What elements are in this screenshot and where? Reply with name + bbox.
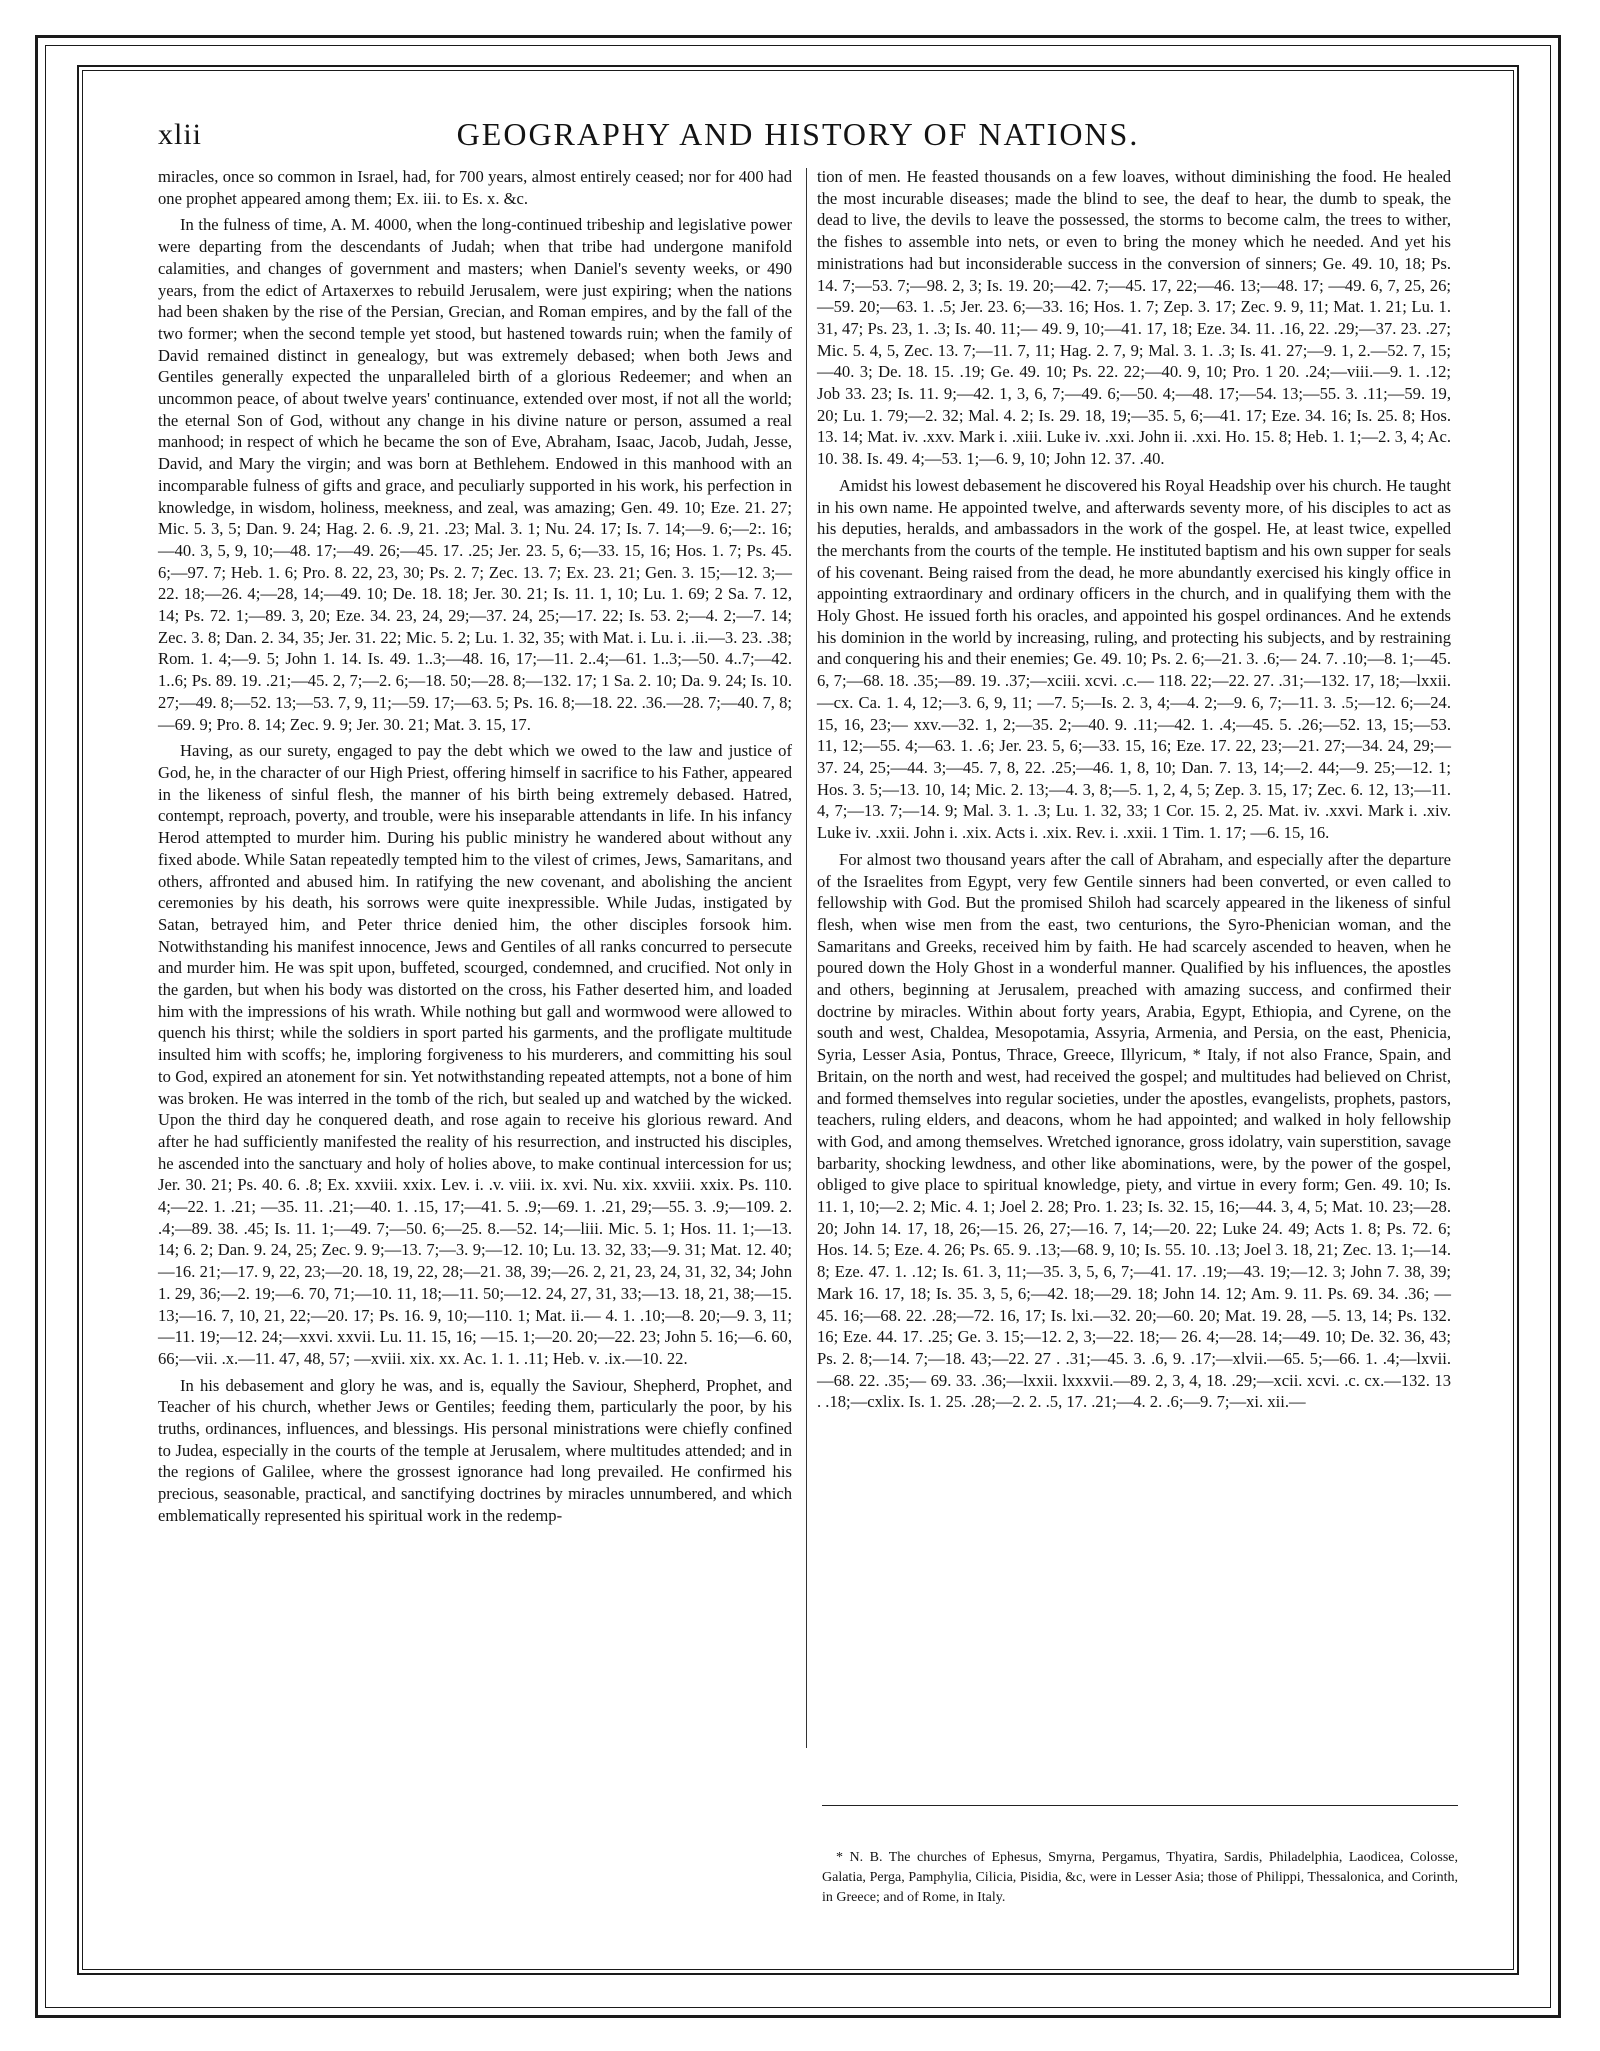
- paragraph: Having, as our surety, engaged to pay the debt which we owed to the law and justice of God, he, in the character of our High Priest, offering himself in sacrifice to his Father, appeared in the likeness of sinful flesh, the manner of his birth being extremely debased. Hatred, contempt, reproach, poverty, and trouble, were his inseparable attendants in life. In his infancy Herod attempted to murder him. During his public ministry he wandered about without any fixed abode. While Satan repeatedly tempted him to the vilest of crimes, Jews, Samaritans, and others, affronted and abused him. In ratifying the new covenant, and abolishing the ancient ceremonies by his death, his sorrows were quite inexpressible. While Judas, instigated by Satan, betrayed him, and Peter thrice denied him, the other disciples forsook him. Notwithstanding his manifest innocence, Jews and Gentiles of all ranks concurred to persecute and murder him. He was spit upon, buffeted, scourged, condemned, and crucified. Not only in the garden, but when his body was distorted on the cross, his Father deserted him, and loaded him with the impressions of his wrath. While nothing but gall and wormwood were allowed to quench his thirst; while the soldiers in sport parted his garments, and the profligate multitude insulted him with scoffs; he, imploring forgiveness to his murderers, and committing his soul to God, expired an atonement for sin. Yet notwithstanding repeated attempts, not a bone of him was broken. He was interred in the tomb of the rich, but sealed up and watched by the wicked. Upon the third day he conquered death, and rose again to receive his glorious reward. And after he had sufficiently manifested the reality of his resurrection, and instructed his disciples, he ascended into the sanctuary and holy of holies above, to make continual intercession for us; Jer. 30. 21; Ps. 40. 6. .8; Ex. xxviii. xxix. Lev. i. .v. viii. ix. xvi. Nu. xix. xxviii. xxix. Ps. 110. 4;—22. 1. .21; —35. 11. .21;—40. 1. .15, 17;—41. 5. .9;—69. 1. .21, 29;—55. 3. .9;—109. 2. .4;—89. 38. .45; Is. 11. 1;—49. 7;—50. 6;—25. 8.—52. 14;—liii. Mic. 5. 1; Hos. 11. 1;—13. 14; 6. 2; Dan. 9. 24, 25; Zec. 9. 9;—13. 7;—3. 9;—12. 10; Lu. 13. 32, 33;—9. 31; Mat. 12. 40;—16. 21;—17. 9, 22, 23;—20. 18, 19, 22, 28;—21. 38, 39;—26. 2, 21, 23, 24, 31, 32, 34; John 1. 29, 36;—2. 19;—6. 70, 71;—10. 11, 18;—11. 50;—12. 24, 27, 31, 33;—13. 18, 21, 38;—15. 13;—16. 7, 10, 21, 22;—20. 17; Ps. 16. 9, 10;—110. 1; Mat. ii.— 4. 1. .10;—8. 20;—9. 3, 11;—11. 19;—12. 24;—xxvi. xxvii. Lu. 11. 15, 16; —15. 1;—20. 20;—22. 23; John 5. 16;—6. 60, 66;—vii. .x.—11. 47, 48, 57; —xviii. xix. xx. Ac. 1. 1. .11; Heb. v. .ix.—10. 22.: [158, 741, 792, 1368]
- column-divider: [806, 168, 807, 1748]
- right-column: [817, 166, 1451, 1766]
- paragraph: Amidst his lowest debasement he discovered his Royal Headship over his church. He taught in his own name. He appointed twelve, and afterwards seventy more, of his disciples to act as his deputies, heralds, and ambassadors in the work of the gospel. He, at least twice, expelled the merchants from the courts of the temple. He instituted baptism and his own supper for seals of his covenant. Being raised from the dead, he more abundantly exercised his kingly office in appointing extraordinary and ordinary officers in the church, and in qualifying them with the Holy Ghost. He issued forth his oracles, and appointed his gospel ordinances. And he extends his dominion in the world by increasing, ruling, and protecting his subjects, and by restraining and conquering his and their enemies; Ge. 49. 10; Ps. 2. 6;—21. 3. .6;— 24. 7. .10;—8. 1;—45. 6, 7;—68. 18. .35;—89. 19. .37;—xciii. xcvi. .c.— 118. 22;—22. 27. .31;—132. 17, 18;—lxxii.—cx. Ca. 1. 4, 12;—3. 6, 9, 11; —7. 5;—Is. 2. 3, 4;—4. 2;—9. 6, 7;—11. 3. .5;—12. 6;—24. 15, 16, 23;— xxv.—32. 1, 2;—35. 2;—40. 9. .11;—42. 1. .4;—45. 5. .26;—52. 13, 15;—53. 11, 12;—55. 4;—63. 1. .6; Jer. 23. 5, 6;—33. 15, 16; Eze. 17. 22, 23;—21. 27;—34. 24, 29;—37. 24, 25;—44. 3;—45. 7, 8, 22. .25;—46. 1, 8, 10; Dan. 7. 13, 14;—2. 44;—9. 25;—12. 1; Hos. 3. 5;—13. 10, 14; Mic. 2. 13;—4. 3, 8;—5. 1, 2, 4, 5; Zep. 3. 15, 17; Zec. 6. 12, 13;—11. 4, 7;—13. 7;—14. 9; Mal. 3. 1. .3; Lu. 1. 32, 33; 1 Cor. 15. 2, 25. Mat. iv. .xxvi. Mark i. .xiv. Luke iv. .xxii. John i. .xix. Acts i. .xix. Rev. i. .xxii. 1 Tim. 1. 17; —6. 15, 16.: [817, 475, 1451, 843]
- page-header: [158, 110, 1438, 160]
- footnote-text: * N. B. The churches of Ephesus, Smyrna, Pergamus, Thyatira, Sardis, Philadelphia, Laodicea, Colosse, Galatia, Perga, Pamphylia, Cilicia, Pisidia, &c, were in Lesser Asia; those of Philippi, Thessalonica, and Corinth, in Greece; and of Rome, in Italy.: [822, 1850, 1458, 1905]
- paragraph: In his debasement and glory he was, and is, equally the Saviour, Shepherd, Prophet, and Teacher of his church, whether Jews or Gentiles; feeding them, particularly the poor, by his truths, ordinances, influences, and blessings. His personal ministrations were chiefly confined to Judea, especially in the courts of the temple at Jerusalem, where multitudes attended; and in the regions of Galilee, where the grossest ignorance had long prevailed. He confirmed his precious, seasonable, practical, and sanctifying doctrines by miracles unnumbered, and which emblematically represented his spiritual work in the redemp-: [158, 1375, 792, 1525]
- page-number: xlii: [158, 118, 203, 151]
- paragraph: tion of men. He feasted thousands on a few loaves, without diminishing the food. He healed the most incurable diseases; made the blind to see, the deaf to hear, the dumb to speak, the dead to live, the devils to leave the possessed, the storms to become calm, the trees to wither, the fishes to assemble into nets, or even to bring the money which he needed. And yet his ministrations had but inconsiderable success in the conversion of sinners; Ge. 49. 10, 18; Ps. 14. 7;—53. 7;—98. 2, 3; Is. 19. 20;—42. 7;—45. 17, 22;—46. 13;—48. 17; —49. 6, 7, 25, 26;—59. 20;—63. 1. .5; Jer. 23. 6;—33. 16; Hos. 1. 7; Zep. 3. 17; Zec. 9. 9, 11; Mat. 1. 21; Lu. 1. 31, 47; Ps. 23, 1. .3; Is. 40. 11;— 49. 9, 10;—41. 17, 18; Eze. 34. 11. .16, 22. .29;—37. 23. .27; Mic. 5. 4, 5, Zec. 13. 7;—11. 7, 11; Hag. 2. 7, 9; Mal. 3. 1. .3; Is. 41. 27;—9. 1, 2.—52. 7, 15;—40. 3; De. 18. 15. .19; Ge. 49. 10; Ps. 22. 22;—40. 9, 10; Pro. 1 20. .24;—viii.—9. 1. .12; Job 33. 23; Is. 11. 9;—42. 1, 3, 6, 7;—49. 6;—50. 4;—48. 17;—54. 13;—55. 3. .11;—59. 19, 20; Lu. 1. 79;—2. 32; Mal. 4. 2; Is. 29. 18, 19;—35. 5, 6;—41. 17; Eze. 34. 16; Is. 25. 8; Hos. 13. 14; Mat. iv. .xxv. Mark i. .xiii. Luke iv. .xxi. John ii. .xxi. Ho. 15. 8; Heb. 1. 1;—2. 3, 4; Ac. 10. 38. Is. 49. 4;—53. 1;—6. 9, 10; John 12. 37. .40.: [817, 167, 1451, 469]
- paragraph: For almost two thousand years after the call of Abraham, and especially after the departure of the Israelites from Egypt, very few Gentile sinners had been converted, or even called to fellowship with God. But the promised Shiloh had scarcely appeared in the likeness of sinful flesh, when wise men from the east, two centurions, the Syro-Phenician woman, and the Samaritans and Greeks, received him by faith. He had scarcely ascended to heaven, when he poured down the Holy Ghost in a wonderful manner. Qualified by his influences, the apostles and others, beginning at Jerusalem, preached with amazing success, and confirmed their doctrine by miracles. Within about forty years, Arabia, Egypt, Ethiopia, and Cyrene, on the south and west, Chaldea, Mesopotamia, Assyria, Armenia, and Persia, on the east, Phenicia, Syria, Lesser Asia, Pontus, Thrace, Greece, Illyricum, * Italy, if not also France, Spain, and Britain, on the north and west, had received the gospel; and multitudes had believed on Christ, and formed themselves into regular societies, under the apostles, evangelists, prophets, pastors, teachers, ruling elders, and deacons, whom he had appointed; and walked in holy fellowship with God, and among themselves. Wretched ignorance, gross idolatry, vain superstition, savage barbarity, shocking lewdness, and other like abominations, were, by the power of the gospel, obliged to give place to spiritual knowledge, piety, and virtue in every form; Gen. 49. 10; Is. 11. 1, 10;—2. 2; Mic. 4. 1; Joel 2. 28; Pro. 1. 23; Is. 32. 15, 16;—44. 3, 4, 5; Mat. 10. 23;—28. 20; John 14. 17, 18, 26;—15. 26, 27;—16. 7, 14;—20. 22; Luke 24. 49; Acts 1. 8; Ps. 72. 6; Hos. 14. 5; Eze. 4. 26; Ps. 65. 9. .13;—68. 9, 10; Is. 55. 10. .13; Joel 3. 18, 21; Zec. 13. 1;—14. 8; Eze. 47. 1. .12; Is. 61. 3, 11;—35. 3, 5, 6, 7;—41. 17. .19;—43. 19;—12. 3; John 7. 38, 39; Mark 16. 17, 18; Is. 35. 3, 5, 6;—42. 18;—29. 18; John 14. 12; Am. 9. 11. Ps. 69. 34. .36; —45. 16;—68. 22. .28;—72. 16, 17; Is. lxi.—32. 20;—60. 20; Mat. 19. 28, —5. 13, 14; Ps. 132. 16; Eze. 44. 17. .25; Ge. 3. 15;—12. 2, 3;—22. 18;— 26. 4;—28. 14;—49. 10; De. 32. 36, 43; Ps. 2. 8;—14. 7;—18. 43;—22. 27 . .31;—45. 3. .6, 9. .17;—xlvii.—65. 5;—66. 1. .4;—lxvii.—68. 22. .35;— 69. 33. .36;—lxxii. lxxxvii.—89. 2, 3, 4, 18. .29;—xcii. xcvi. .c. cx.—132. 13 . .18;—cxlix. Is. 1. 25. .28;—2. 2. .5, 17. .21;—4. 2. .6;—9. 7;—xi. xii.—: [817, 849, 1451, 1412]
- paragraph: In the fulness of time, A. M. 4000, when the long-continued tribeship and legislative power were departing from the descendants of Judah; when that tribe had undergone manifold calamities, and changes of government and masters; when Daniel's seventy weeks, or 490 years, from the edict of Artaxerxes to rebuild Jerusalem, were just expiring; when the nations had been shaken by the rise of the Persian, Grecian, and Roman empires, and by the fall of the two former; when the second temple yet stood, but hastened towards ruin; when the family of David remained distinct in genealogy, but was extremely debased; when both Jews and Gentiles generally expected the unparalleled birth of a glorious Redeemer; and when an uncommon peace, of about twelve years' continuance, extended over most, if not all the world; the eternal Son of God, without any change in his divine nature or person, assumed a real manhood; in respect of which he became the son of Eve, Abraham, Isaac, Jacob, Judah, Jesse, David, and Mary the virgin; and was born at Bethlehem. Endowed in this manhood with an incomparable fulness of gifts and grace, and peculiarly supported in his work, his perfection in knowledge, in wisdom, holiness, meekness, and zeal, was amazing; Gen. 49. 10; Eze. 21. 27; Mic. 5. 3, 5; Dan. 9. 24; Hag. 2. 6. .9, 21. .23; Mal. 3. 1; Nu. 24. 17; Is. 7. 14;—9. 6;—2:. 16;—40. 3, 5, 9, 10;—48. 17;—49. 26;—45. 17. .25; Jer. 23. 5, 6;—33. 15, 16; Hos. 1. 7; Ps. 45. 6;—97. 7; Heb. 1. 6; Pro. 8. 22, 23, 30; Ps. 2. 7; Zec. 13. 7; Ex. 23. 21; Gen. 3. 15;—12. 3;—22. 18;—26. 4;—28, 14;—49. 10; De. 18. 18; Jer. 30. 21; Is. 11. 1, 10; Lu. 1. 69; 2 Sa. 7. 12, 14; Ps. 72. 1;—89. 3, 20; Eze. 34. 23, 24, 29;—37. 24, 25;—17. 22; Is. 53. 2;—4. 2;—7. 14; Zec. 3. 8; Dan. 2. 34, 35; Jer. 31. 22; Mic. 5. 2; Lu. 1. 32, 35; with Mat. i. Lu. i. .ii.—3. 23. .38; Rom. 1. 4;—9. 5; John 1. 14. Is. 49. 1..3;—48. 16, 17;—11. 2..4;—61. 1..3;—50. 4..7;—42. 1..6; Ps. 89. 19. .21;—45. 2, 7;—2. 6;—18. 50;—28. 8;—132. 17; 1 Sa. 2. 10; Da. 9. 24; Is. 10. 27;—49. 8;—52. 13;—53. 7, 9, 11;—59. 17;—63. 5; Ps. 16. 8;—18. 22. .36.—28. 7;—40. 7, 8;—69. 9; Pro. 8. 14; Zec. 9. 9; Jer. 30. 21; Mat. 3. 15, 17.: [158, 215, 792, 734]
- footnote-rule: [822, 1805, 1458, 1806]
- paragraph: miracles, once so common in Israel, had, for 700 years, almost entirely ceased; nor for 400 had one prophet appeared among them; Ex. iii. to Es. x. &c.: [158, 167, 792, 208]
- running-title: GEOGRAPHY AND HISTORY OF NATIONS.: [456, 116, 1140, 152]
- left-column: [158, 166, 792, 1741]
- footnote: [822, 1848, 1458, 1908]
